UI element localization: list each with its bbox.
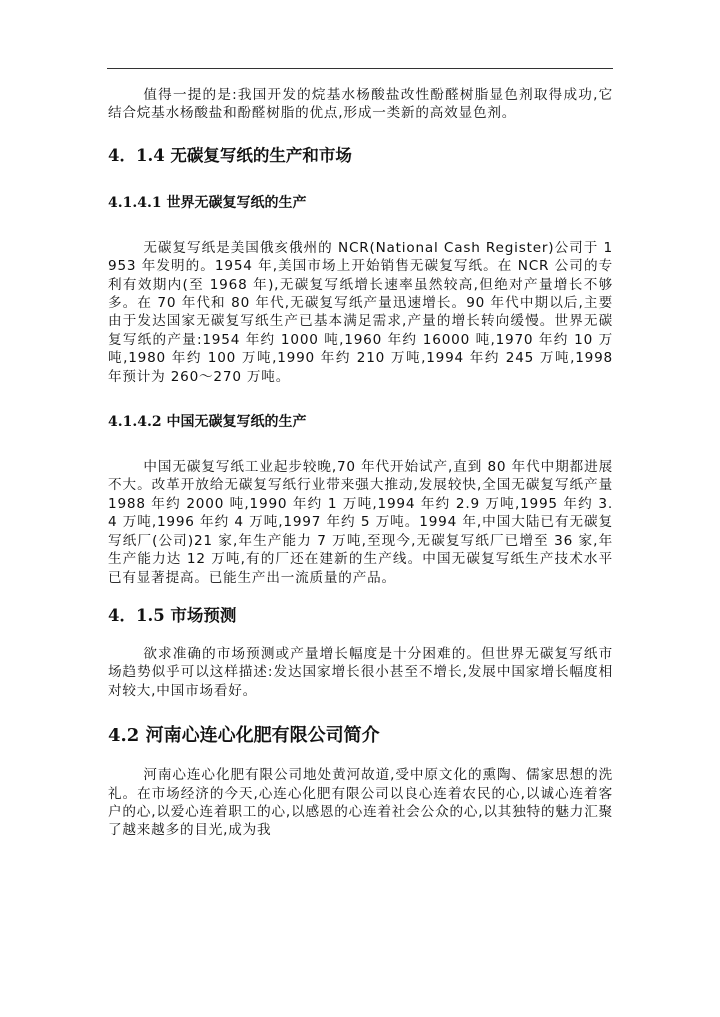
heading-4-2: 4.2 河南心连心化肥有限公司简介 [108,725,380,747]
intro-paragraph: 值得一提的是:我国开发的烷基水杨酸盐改性酚醛树脂显色剂取得成功,它结合烷基水杨酸盐和酚醛树脂的优点,形成一类新的高效显色剂。 [108,87,613,122]
world-production-paragraph: 无碳复写纸是美国俄亥俄州的 NCR(National Cash Register)公司于 1953 年发明的。1954 年,美国市场上开始销售无碳复写纸。在 NCR 公司的专利有效期内(至 1968 年),无碳复写纸增长速率虽然较高,但绝对产量增长不够多。在 70 年代和 80 年代,无碳复写纸产量迅速增长。90 年代中期以后,主要由于发达国家无碳复写纸生产已基本满足需求,产量的增长转向缓慢。世界无碳复写纸的产量:1954 年约 1000 吨,1960 年约 16000 吨,1970 年约 10 万吨,1980 年约 100 万吨,1990 年约 210 万吨,1994 年约 245 万吨,1998 年预计为 260～270 万吨。 [108,239,613,385]
document-page [108,86,613,840]
heading-4-1-5: 4．1.5 市场预测 [108,605,237,625]
heading-4-1-4-1: 4.1.4.1 世界无碳复写纸的生产 [108,194,307,211]
forecast-paragraph: 欲求准确的市场预测或产量增长幅度是十分困难的。但世界无碳复写纸市场趋势似乎可以这样描述:发达国家增长很小甚至不增长,发展中国家增长幅度相对较大,中国市场看好。 [108,645,613,699]
company-intro-paragraph: 河南心连心化肥有限公司地处黄河故道,受中原文化的熏陶、儒家思想的洗礼。在市场经济的今天,心连心化肥有限公司以良心连着农民的心,以诚心连着客户的心,以爱心连着职工的心,以感恩的心连着社会公众的心,以其独特的魅力汇聚了越来越多的目光,成为我 [108,767,613,839]
china-production-paragraph: 中国无碳复写纸工业起步较晚,70 年代开始试产,直到 80 年代中期都进展不大。改革开放给无碳复写纸行业带来强大推动,发展较快,全国无碳复写纸产量 1988 年约 2000 吨,1990 年约 1 万吨,1994 年约 2.9 万吨,1995 年约 3.4 万吨,1996 年约 4 万吨,1997 年约 5 万吨。1994 年,中国大陆已有无碳复写纸厂(公司)21 家,年生产能力 7 万吨,至现今,无碳复写纸厂已增至 36 家,年生产能力达 12 万吨,有的厂还在建新的生产线。中国无碳复写纸生产技术水平已有显著提高。已能生产出一流质量的产品。 [108,459,613,586]
heading-4-1-4: 4．1.4 无碳复写纸的生产和市场 [108,145,352,165]
heading-4-1-4-2: 4.1.4.2 中国无碳复写纸的生产 [108,414,307,431]
header-rule [107,68,613,69]
